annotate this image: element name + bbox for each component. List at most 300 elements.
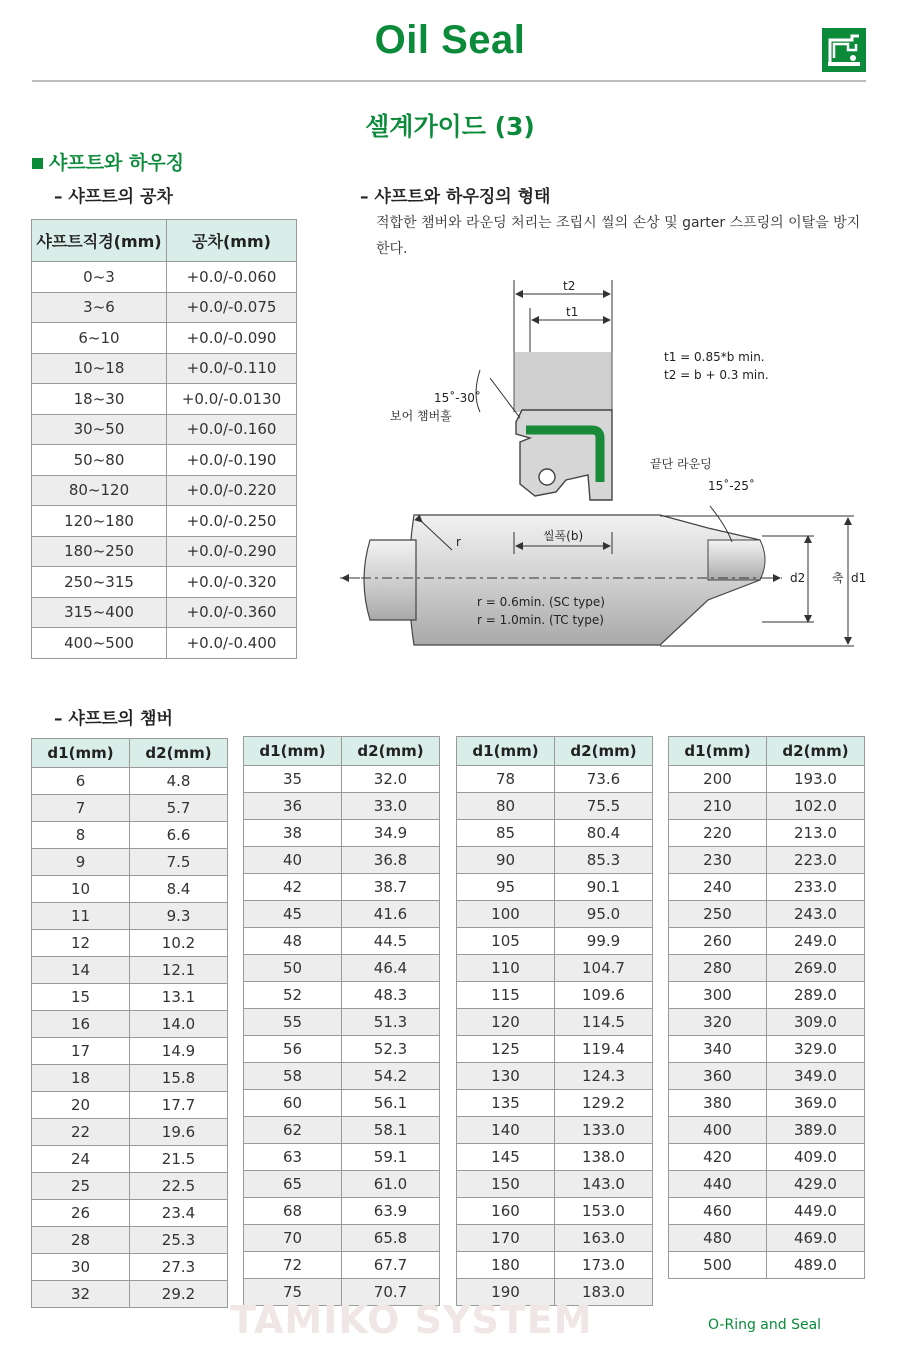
table-cell: 163.0: [555, 1225, 653, 1252]
table-cell: 15: [32, 984, 130, 1011]
table-row: [669, 1090, 865, 1117]
table-cell: 289.0: [767, 982, 865, 1009]
table-row: [669, 1144, 865, 1171]
table-cell: 85.3: [555, 847, 653, 874]
table-cell: 110: [457, 955, 555, 982]
table-row: [457, 874, 653, 901]
table-cell: 17: [32, 1038, 130, 1065]
shaft-left-end: [364, 540, 416, 620]
column-header: d1(mm): [32, 739, 130, 768]
column-header: d2(mm): [555, 737, 653, 766]
table-cell: +0.0/-0.0130: [167, 384, 297, 415]
table-cell: 429.0: [767, 1171, 865, 1198]
table-row: [669, 982, 865, 1009]
table-row: [32, 1092, 228, 1119]
table-cell: +0.0/-0.320: [167, 567, 297, 598]
table-cell: 48: [244, 928, 342, 955]
table-cell: 369.0: [767, 1090, 865, 1117]
column-header: d1(mm): [457, 737, 555, 766]
table-cell: 6.6: [130, 822, 228, 849]
table-cell: 52: [244, 982, 342, 1009]
table-row: [32, 323, 297, 354]
table-cell: 105: [457, 928, 555, 955]
column-header: d2(mm): [130, 739, 228, 768]
table-cell: +0.0/-0.400: [167, 628, 297, 659]
table-cell: 21.5: [130, 1146, 228, 1173]
table-row: [32, 876, 228, 903]
table-cell: 153.0: [555, 1198, 653, 1225]
table-row: [32, 536, 297, 567]
table-cell: 9.3: [130, 903, 228, 930]
table-cell: 80: [457, 793, 555, 820]
table-cell: 36: [244, 793, 342, 820]
table-cell: +0.0/-0.360: [167, 597, 297, 628]
table-cell: 460: [669, 1198, 767, 1225]
table-cell: 213.0: [767, 820, 865, 847]
table-row: [244, 955, 440, 982]
table-row: [244, 1009, 440, 1036]
table-cell: 25.3: [130, 1227, 228, 1254]
table-cell: 309.0: [767, 1009, 865, 1036]
table-row: [457, 1225, 653, 1252]
table-row: [669, 1171, 865, 1198]
table-row: [32, 414, 297, 445]
shape-heading: – 샤프트와 하우징의 형태: [360, 187, 551, 207]
table-row: [457, 766, 653, 793]
bullet-square-icon: [32, 158, 43, 169]
table-cell: +0.0/-0.075: [167, 292, 297, 323]
table-row: [457, 1117, 653, 1144]
table-row: [244, 1063, 440, 1090]
table-cell: 9: [32, 849, 130, 876]
table-cell: 400: [669, 1117, 767, 1144]
table-cell: 14: [32, 957, 130, 984]
table-row: [244, 847, 440, 874]
table-cell: 102.0: [767, 793, 865, 820]
chamfer-table-3: [456, 736, 653, 1306]
page-subtitle: 셀계가이드 (3): [365, 112, 535, 141]
seal-installation-diagram: [330, 270, 870, 659]
column-header: d1(mm): [244, 737, 342, 766]
table-row: [669, 1198, 865, 1225]
table-cell: 25: [32, 1173, 130, 1200]
table-cell: +0.0/-0.060: [167, 262, 297, 293]
table-row: [32, 1281, 228, 1308]
table-cell: 20: [32, 1092, 130, 1119]
table-cell: 36.8: [342, 847, 440, 874]
table-cell: 11: [32, 903, 130, 930]
tolerance-heading: – 샤프트의 공차: [54, 187, 173, 207]
table-cell: 10.2: [130, 930, 228, 957]
table-cell: 400~500: [32, 628, 167, 659]
table-cell: 73.6: [555, 766, 653, 793]
t1-label: t1: [566, 305, 579, 319]
table-row: [32, 849, 228, 876]
table-cell: 80~120: [32, 475, 167, 506]
table-row: [32, 292, 297, 323]
table-cell: 4.8: [130, 768, 228, 795]
table-cell: +0.0/-0.250: [167, 506, 297, 537]
table-row: [669, 955, 865, 982]
table-cell: 56: [244, 1036, 342, 1063]
table-cell: 95.0: [555, 901, 653, 928]
table-cell: 250~315: [32, 567, 167, 598]
table-cell: 35: [244, 766, 342, 793]
table-cell: 26: [32, 1200, 130, 1227]
axis-label: 축: [832, 571, 844, 585]
table-row: [244, 874, 440, 901]
column-header: d1(mm): [669, 737, 767, 766]
table-row: [457, 928, 653, 955]
brand-logo-icon: [822, 28, 866, 72]
table-cell: 30: [32, 1254, 130, 1281]
table-cell: 109.6: [555, 982, 653, 1009]
table-row: [32, 903, 228, 930]
table-cell: 6~10: [32, 323, 167, 354]
table-cell: 250: [669, 901, 767, 928]
table-cell: 14.9: [130, 1038, 228, 1065]
table-row: [244, 1090, 440, 1117]
table-cell: 90.1: [555, 874, 653, 901]
table-row: [32, 984, 228, 1011]
shape-description: 적합한 챔버와 라운딩 처리는 조립시 씰의 손상 및 garter 스프링의 이탈을 방지한다.: [376, 215, 861, 257]
table-cell: 145: [457, 1144, 555, 1171]
table-cell: 409.0: [767, 1144, 865, 1171]
table-row: [244, 982, 440, 1009]
table-cell: 133.0: [555, 1117, 653, 1144]
r-sc-label: r = 0.6min. (SC type): [477, 595, 605, 609]
table-cell: 27.3: [130, 1254, 228, 1281]
table-cell: 380: [669, 1090, 767, 1117]
table-row: [669, 1063, 865, 1090]
table-cell: 12.1: [130, 957, 228, 984]
table-row: [244, 1225, 440, 1252]
table-row: [457, 955, 653, 982]
table-cell: 52.3: [342, 1036, 440, 1063]
table-row: [244, 1144, 440, 1171]
table-cell: 233.0: [767, 874, 865, 901]
table-row: [669, 1252, 865, 1279]
table-cell: 210: [669, 793, 767, 820]
table-cell: 40: [244, 847, 342, 874]
table-cell: 48.3: [342, 982, 440, 1009]
end-rounding-label: 끝단 라운딩: [650, 457, 712, 471]
table-cell: 15.8: [130, 1065, 228, 1092]
table-cell: 50~80: [32, 445, 167, 476]
table-cell: 56.1: [342, 1090, 440, 1117]
table-row: [32, 475, 297, 506]
table-cell: 230: [669, 847, 767, 874]
table-cell: 329.0: [767, 1036, 865, 1063]
table-cell: 42: [244, 874, 342, 901]
table-row: [669, 820, 865, 847]
table-row: [669, 1117, 865, 1144]
table-cell: 29.2: [130, 1281, 228, 1308]
table-cell: 240: [669, 874, 767, 901]
table-cell: 243.0: [767, 901, 865, 928]
table-cell: 38.7: [342, 874, 440, 901]
table-row: [669, 901, 865, 928]
table-row: [32, 597, 297, 628]
table-row: [32, 1146, 228, 1173]
table-cell: 469.0: [767, 1225, 865, 1252]
table-row: [457, 1036, 653, 1063]
table-cell: 85: [457, 820, 555, 847]
table-cell: 489.0: [767, 1252, 865, 1279]
table-cell: 10~18: [32, 353, 167, 384]
table-row: [32, 822, 228, 849]
table-row: [32, 1011, 228, 1038]
table-row: [244, 1252, 440, 1279]
table-cell: 14.0: [130, 1011, 228, 1038]
table-cell: 119.4: [555, 1036, 653, 1063]
table-row: [32, 768, 228, 795]
table-cell: 18~30: [32, 384, 167, 415]
table-cell: 58.1: [342, 1117, 440, 1144]
table-cell: 104.7: [555, 955, 653, 982]
table-cell: 3~6: [32, 292, 167, 323]
formula-t1: t1 = 0.85*b min.: [664, 350, 765, 364]
table-cell: 8: [32, 822, 130, 849]
table-cell: 72: [244, 1252, 342, 1279]
end-angle-label: 15˚-25˚: [708, 479, 755, 493]
table-cell: 41.6: [342, 901, 440, 928]
table-cell: 78: [457, 766, 555, 793]
table-cell: 115: [457, 982, 555, 1009]
table-cell: +0.0/-0.290: [167, 536, 297, 567]
table-row: [32, 353, 297, 384]
table-cell: 150: [457, 1171, 555, 1198]
table-cell: 360: [669, 1063, 767, 1090]
table-row: [457, 982, 653, 1009]
table-cell: +0.0/-0.160: [167, 414, 297, 445]
table-cell: 193.0: [767, 766, 865, 793]
table-cell: 8.4: [130, 876, 228, 903]
chamfer-table-2: [243, 736, 440, 1306]
chamfer-heading: – 샤프트의 챔버: [54, 709, 173, 729]
table-row: [244, 1171, 440, 1198]
table-cell: 17.7: [130, 1092, 228, 1119]
table-cell: 249.0: [767, 928, 865, 955]
table-cell: 54.2: [342, 1063, 440, 1090]
table-cell: 23.4: [130, 1200, 228, 1227]
table-cell: 500: [669, 1252, 767, 1279]
table-cell: 269.0: [767, 955, 865, 982]
table-row: [32, 930, 228, 957]
table-cell: 68: [244, 1198, 342, 1225]
table-cell: 59.1: [342, 1144, 440, 1171]
table-cell: 0~3: [32, 262, 167, 293]
formula-t2: t2 = b + 0.3 min.: [664, 368, 769, 382]
table-row: [457, 1063, 653, 1090]
tolerance-table: [31, 219, 297, 659]
table-row: [457, 1252, 653, 1279]
table-row: [457, 793, 653, 820]
table-cell: 180~250: [32, 536, 167, 567]
table-cell: 300: [669, 982, 767, 1009]
table-cell: 12: [32, 930, 130, 957]
table-cell: 30~50: [32, 414, 167, 445]
table-row: [457, 1144, 653, 1171]
table-cell: 223.0: [767, 847, 865, 874]
table-cell: 389.0: [767, 1117, 865, 1144]
table-row: [32, 1119, 228, 1146]
table-cell: 100: [457, 901, 555, 928]
table-cell: 75: [244, 1279, 342, 1306]
table-cell: +0.0/-0.110: [167, 353, 297, 384]
table-cell: 220: [669, 820, 767, 847]
table-cell: 140: [457, 1117, 555, 1144]
table-cell: 28: [32, 1227, 130, 1254]
chamfer-table-4: [668, 736, 865, 1279]
table-cell: 7: [32, 795, 130, 822]
table-row: [244, 901, 440, 928]
table-row: [32, 1227, 228, 1254]
table-cell: 129.2: [555, 1090, 653, 1117]
table-cell: 114.5: [555, 1009, 653, 1036]
table-row: [32, 567, 297, 598]
table-cell: 34.9: [342, 820, 440, 847]
bore-chamfer-label: 보어 챔버홀: [390, 409, 452, 423]
table-row: [32, 1038, 228, 1065]
table-row: [32, 795, 228, 822]
table-row: [669, 1036, 865, 1063]
table-row: [32, 628, 297, 659]
table-row: [244, 1036, 440, 1063]
table-cell: 124.3: [555, 1063, 653, 1090]
table-row: [32, 1173, 228, 1200]
table-cell: 19.6: [130, 1119, 228, 1146]
table-row: [457, 820, 653, 847]
table-row: [32, 957, 228, 984]
table-cell: 440: [669, 1171, 767, 1198]
table-cell: 62: [244, 1117, 342, 1144]
column-header: 샤프트직경(mm): [32, 220, 167, 262]
table-cell: 51.3: [342, 1009, 440, 1036]
table-row: [457, 1171, 653, 1198]
table-cell: 315~400: [32, 597, 167, 628]
table-cell: 183.0: [555, 1279, 653, 1306]
table-cell: 18: [32, 1065, 130, 1092]
table-cell: 45: [244, 901, 342, 928]
table-row: [669, 928, 865, 955]
table-row: [32, 445, 297, 476]
table-cell: 24: [32, 1146, 130, 1173]
table-cell: 90: [457, 847, 555, 874]
table-cell: 70: [244, 1225, 342, 1252]
table-row: [244, 766, 440, 793]
table-cell: 190: [457, 1279, 555, 1306]
table-cell: +0.0/-0.220: [167, 475, 297, 506]
table-row: [32, 384, 297, 415]
footer-text: O-Ring and Seal: [708, 1317, 822, 1333]
table-cell: 95: [457, 874, 555, 901]
table-cell: 6: [32, 768, 130, 795]
table-cell: 143.0: [555, 1171, 653, 1198]
table-cell: 58: [244, 1063, 342, 1090]
table-row: [244, 928, 440, 955]
table-row: [457, 1198, 653, 1225]
table-cell: 63.9: [342, 1198, 440, 1225]
table-cell: 33.0: [342, 793, 440, 820]
table-row: [32, 1065, 228, 1092]
table-row: [669, 874, 865, 901]
table-row: [669, 1225, 865, 1252]
table-cell: 50: [244, 955, 342, 982]
table-cell: 75.5: [555, 793, 653, 820]
t2-label: t2: [563, 279, 576, 293]
table-cell: 80.4: [555, 820, 653, 847]
shaft-right-end: [708, 540, 765, 580]
table-cell: 120: [457, 1009, 555, 1036]
table-cell: 32.0: [342, 766, 440, 793]
table-cell: 349.0: [767, 1063, 865, 1090]
table-cell: 280: [669, 955, 767, 982]
table-cell: 38: [244, 820, 342, 847]
table-row: [244, 820, 440, 847]
table-cell: +0.0/-0.090: [167, 323, 297, 354]
table-cell: 46.4: [342, 955, 440, 982]
bore-angle-label: 15˚-30˚: [434, 391, 481, 405]
table-row: [669, 766, 865, 793]
garter-spring: [539, 469, 555, 485]
table-cell: 70.7: [342, 1279, 440, 1306]
table-cell: 13.1: [130, 984, 228, 1011]
column-header: d2(mm): [342, 737, 440, 766]
table-row: [32, 262, 297, 293]
r-tc-label: r = 1.0min. (TC type): [477, 613, 604, 627]
table-cell: 65: [244, 1171, 342, 1198]
page-title: Oil Seal: [374, 18, 526, 62]
d2-label: d2: [790, 571, 806, 585]
table-cell: 55: [244, 1009, 342, 1036]
d1-label: d1: [851, 571, 867, 585]
table-row: [244, 793, 440, 820]
housing-block: [514, 352, 612, 412]
table-cell: 449.0: [767, 1198, 865, 1225]
table-cell: 130: [457, 1063, 555, 1090]
r-label: r: [456, 535, 461, 549]
table-cell: 125: [457, 1036, 555, 1063]
table-cell: +0.0/-0.190: [167, 445, 297, 476]
table-cell: 173.0: [555, 1252, 653, 1279]
column-header: d2(mm): [767, 737, 865, 766]
column-header: 공차(mm): [167, 220, 297, 262]
table-cell: 22.5: [130, 1173, 228, 1200]
table-cell: 10: [32, 876, 130, 903]
table-cell: 22: [32, 1119, 130, 1146]
table-row: [669, 793, 865, 820]
seal-width-label: 씰폭(b): [543, 529, 584, 543]
table-row: [32, 1200, 228, 1227]
table-row: [32, 506, 297, 537]
table-cell: 63: [244, 1144, 342, 1171]
table-cell: 260: [669, 928, 767, 955]
table-row: [669, 847, 865, 874]
table-row: [32, 1254, 228, 1281]
section-title: 샤프트와 하우징: [32, 148, 184, 175]
table-cell: 65.8: [342, 1225, 440, 1252]
table-cell: 138.0: [555, 1144, 653, 1171]
table-cell: 160: [457, 1198, 555, 1225]
table-cell: 480: [669, 1225, 767, 1252]
table-cell: 7.5: [130, 849, 228, 876]
table-row: [457, 847, 653, 874]
table-cell: 16: [32, 1011, 130, 1038]
table-cell: 60: [244, 1090, 342, 1117]
header-divider: [32, 80, 866, 82]
table-row: [457, 1009, 653, 1036]
